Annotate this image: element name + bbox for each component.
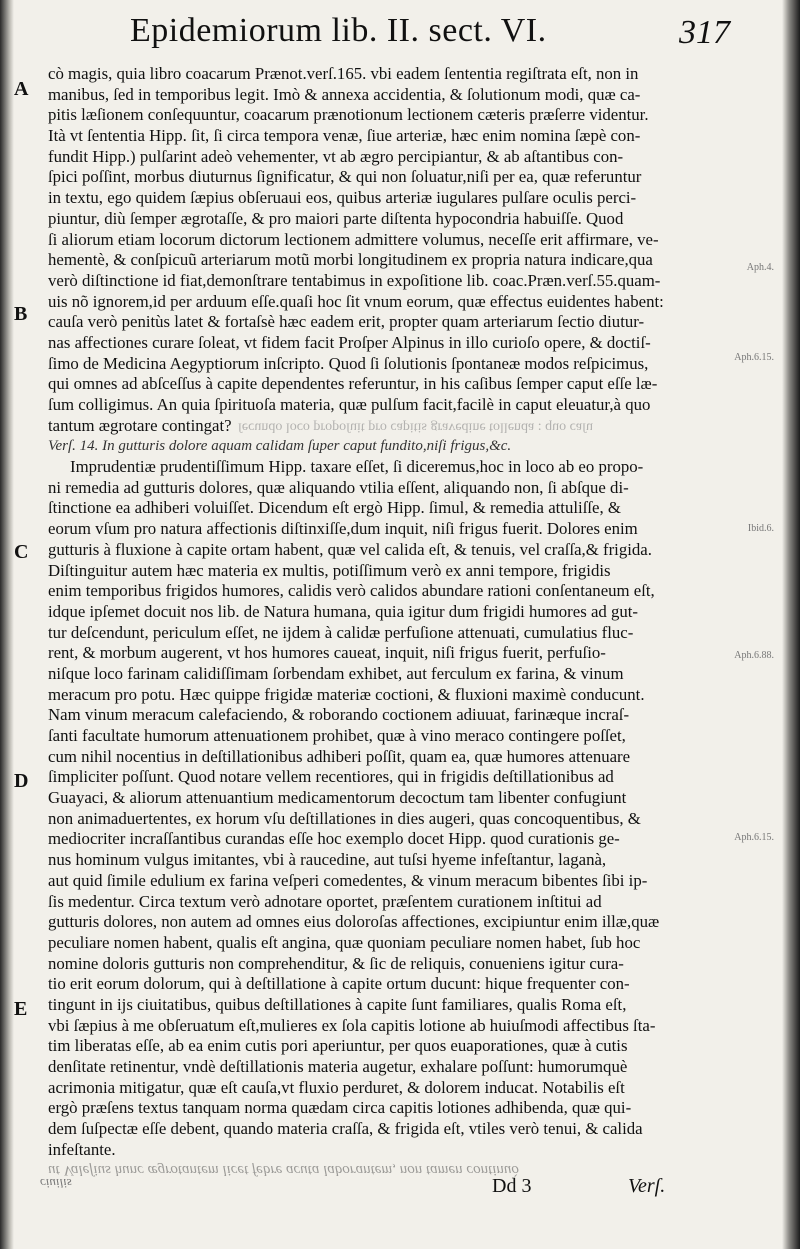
text-line: ſi aliorum etiam locorum dictorum lectionem admittere volumus, neceſſe erit affirmare, ve- [48,229,659,249]
text-line: Nam vinum meracum calefaciendo, & roborando coctionem adiuuat, farinæque incraſ- [48,705,630,725]
section-marker-c: C [14,541,29,563]
text-line: dem ſuſpectæ eſſe debent, quando materia craſſa, & frigida eſt, vtiles verò tenui, & calida [48,1119,643,1139]
bleed-through-text: ſecundo loco propoſuit pro capitis gravedine tollenda : quo caſu [238,419,593,435]
text-line: tio erit eorum dolorum, qui à deſtillatione à capite ortum ducunt: hique frequenter con- [48,974,630,994]
text-line: ſimo de Medicina Aegyptiorum inſcripto. Quod ſi ſolutionis ſpontaneæ modos reſpicimus, [48,353,649,373]
margin-note: Ibid.6. [747,523,774,534]
margin-note: Aph.4. [746,262,774,273]
text-line: hementè, & conſpicuũ arteriarum motũ morbi longitudinem ex propria natura indicare,qua [48,250,653,270]
text-line: in textu, ego quidem ſæpius obſeruaui eos, quibus arteriæ iugulares pulſare oculis perci- [48,188,637,208]
catchword: Verſ. [628,1175,666,1197]
margin-note: Aph.6.15. [734,352,774,363]
text-line: nas affectiones curare ſoleat, vt fidem facit Proſper Alpinus in illo curioſo opere, & doctiſ- [48,332,651,352]
text-line: ni remedia ad gutturis dolores, quæ aliquando vtilia eſſent, aliquando non, ſi abſque di- [48,477,629,497]
text-line: acrimonia mitigatur, quæ eſt cauſa,vt fluxio perduret, & dolorem inducat. Notabilis eſt [48,1077,625,1097]
text-line: nomine doloris gutturis non comprehenditur, & ſic de reliquis, conueniens igitur cura- [48,953,624,973]
text-line: pitis læſionem conſequuntur, coacarum prænotionum lectionem cæteris præſerre videntur. [48,105,649,125]
text-line: gutturis dolores, non autem ad omnes eius doloroſas affectiones, excipiuntur enim illæ,quæ [48,912,660,932]
bleed-through-text: ut Valeſius hunc ægrotantem licet febre acuta laborantem, non tamen continuò [48,1162,519,1178]
text-line: mediocriter incraſſantibus curandas eſſe hoc exemplo docet Hipp. quod curationis ge- [48,829,620,849]
text-line: tim liberatas eſſe, ab ea enim cutis pori aperiuntur, per quos euaporationes, quæ à cutis [48,1036,628,1056]
text-line: qui omnes ad abſceſſus à capite dependentes referuntur, in his caſibus ſemper caput eſſe læ- [48,374,658,394]
text-line: enim temporibus frigidos humores, calidis verò calidos abundare rationi conſentaneum eſt, [48,581,655,601]
text-line: ſtinctione ea adhiberi voluiſſet. Dicendum eſt ergò Hipp. ſimul, & remedia attuliſſe, & [48,498,621,518]
text-line: aut quid ſimile edulium ex farina veſperi comedentes, & vinum meracum bibentes ſibi ip- [48,870,648,890]
text-line: cauſa verò penitùs latet & fortaſsè hæc eadem erit, propter quam arteriarum ſectio diutur- [48,312,645,332]
text-line: meracum pro potu. Hæc quippe frigidæ materiæ coctioni, & fluxioni maximè conducunt. [48,684,645,704]
text-line: verò diſtinctione id fiat,demonſtrare tentabimus in expoſitione lib. coac.Præn.verſ.55.quam- [48,270,661,290]
text-line: idque ipſemet docuit nos lib. de Natura humana, quia igitur dum frigidi humores ad gut- [48,601,639,621]
text-line: ſpici poſſint, morbus diuturnus ſignificatur, & qui non ſoluatur,niſi per ea, quæ referuntur [48,167,642,187]
text-line: cò magis, quia libro coacarum Prænot.verſ.165. vbi eadem ſententia regiſtrata eſt, non in [48,64,639,83]
margin-note: Aph.6.88. [734,650,774,661]
text-line: denſitate retinentur, vndè deſtillationis materia augetur, exhalare poſſunt: humorumquè [48,1057,628,1076]
text-line: piuntur, diù ſemper ægrotaſſe, & pro maiori parte diſtenta hypocondria habuiſſe. Quod [48,208,624,228]
text-line: uis nõ ignorem,id per arduum eſſe.quaſi hoc ſit vnum eorum, quæ effectus euidentes habent: [48,291,664,311]
text-line: non animaduertentes, ex horum vſu deſtillationes in dies augeri, quas concoquentibus, & [48,808,641,828]
text-line: peculiare nomen habent, qualis eſt angina, quæ quoniam peculiare nomen habet, ſub hoc [48,932,641,952]
text-line: Diſtinguitur autem hæc materia ex multis, potiſſimum verò ex anni tempore, frigidis [48,560,611,580]
body-text [48,64,748,1160]
running-title: Epidemiorum lib. II. sect. VI. [130,12,547,49]
page-number: 317 [679,14,730,51]
text-line: gutturis à fluxione à capite ortam habent, quæ vel calida eſt, & tenuis, vel craſſa,& frigida. [48,539,652,559]
text-line: vbi ſæpius à me obſeruatum eſt,mulieres ex ſola capitis lotione ab huiuſmodi affectibus ſta- [48,1015,656,1035]
section-marker-a: A [14,78,29,100]
text-line: ſimpliciter poſſunt. Quod notare vellem recentiores, qui in frigidis deſtillationibus ad [48,767,614,787]
text-line: niſque loco farinam calidiſſimam ſorbendam exhibet, aut ferculum ex farina, & vinum [48,663,624,683]
text-line: tantum ægrotare contingat? [48,415,232,435]
text-line: ſanti facultate humorum attenuationem prohibet, quæ à vino meraco contingere poſſet, [48,726,626,745]
section-marker-e: E [14,998,28,1020]
text-line: eorum vſum pro natura affectionis diſtinxiſſe,dum inquit, niſi frigus fuerit. Dolores enim [48,519,638,539]
text-line: Imprudentiæ prudentiſſimum Hipp. taxare eſſet, ſi diceremus,hoc in loco ab eo propo- [70,457,644,477]
footer-bleed-text: ciuilis [40,1176,72,1191]
text-line: cum nihil nocentius in deſtillationibus adhiberi poſſit, quam ea, quæ humores attenuare [48,746,631,766]
signature-mark: Dd 3 [492,1175,532,1197]
text-line: tur deſcendunt, periculum eſſet, ne ijdem à calidæ perfuſione attenuati, cumulatius fluc- [48,622,634,642]
text-line: Guayaci, & aliorum attenuantium medicamentorum decoctum tam libenter confugiunt [48,788,627,808]
text-line: Ità vt ſententia Hipp. ſit, ſi circa tempora venæ, ſiue arteriæ, hæc enim nomina ſæpè con- [48,126,641,146]
verse-rubric: Verſ. 14. In gutturis dolore aquam calidam ſuper caput fundito,niſi frigus,&c. [48,438,512,455]
text-line: tingunt in ijs ciuitatibus, quibus deſtillationes à capite ſunt familiares, qualis Roma eſt, [48,994,627,1014]
section-marker-b: B [14,303,28,325]
text-line-with-bleed [48,416,748,437]
text-line: nus hominum vulgus imitantes, vbi à raucedine, aut tuſsi hyeme infeſtantur, laganà, [48,850,607,870]
text-line: infeſtante. [48,1139,116,1159]
page-footer [0,1175,800,1205]
section-marker-d: D [14,770,29,792]
text-line: ergò præſens textus tanquam norma quædam circa capitis lotiones adhibenda, quæ qui- [48,1098,632,1118]
text-line: fundit Hipp.) pulſarint adeò vehementer, vt ab ægro percipiantur, & ab aſtantibus con- [48,146,624,166]
text-line: rent, & morbum augerent, vt hos humores caueat, inquit, niſi frigus fuerit, perfuſio- [48,643,606,663]
margin-note: Aph.6.15. [734,832,774,843]
text-line: manibus, ſed in temporibus legit. Imò & annexa accidentia, & ſolutionum modi, quæ ca- [48,84,641,104]
text-line: ſis medentur. Circa textum verò adnotare oportet, præſentem curationem inſtitui ad [48,891,602,911]
text-line: ſum colligimus. An quia ſpirituoſa materia, quæ pulſum facit,facilè in caput eleuatur,à quo [48,395,651,414]
